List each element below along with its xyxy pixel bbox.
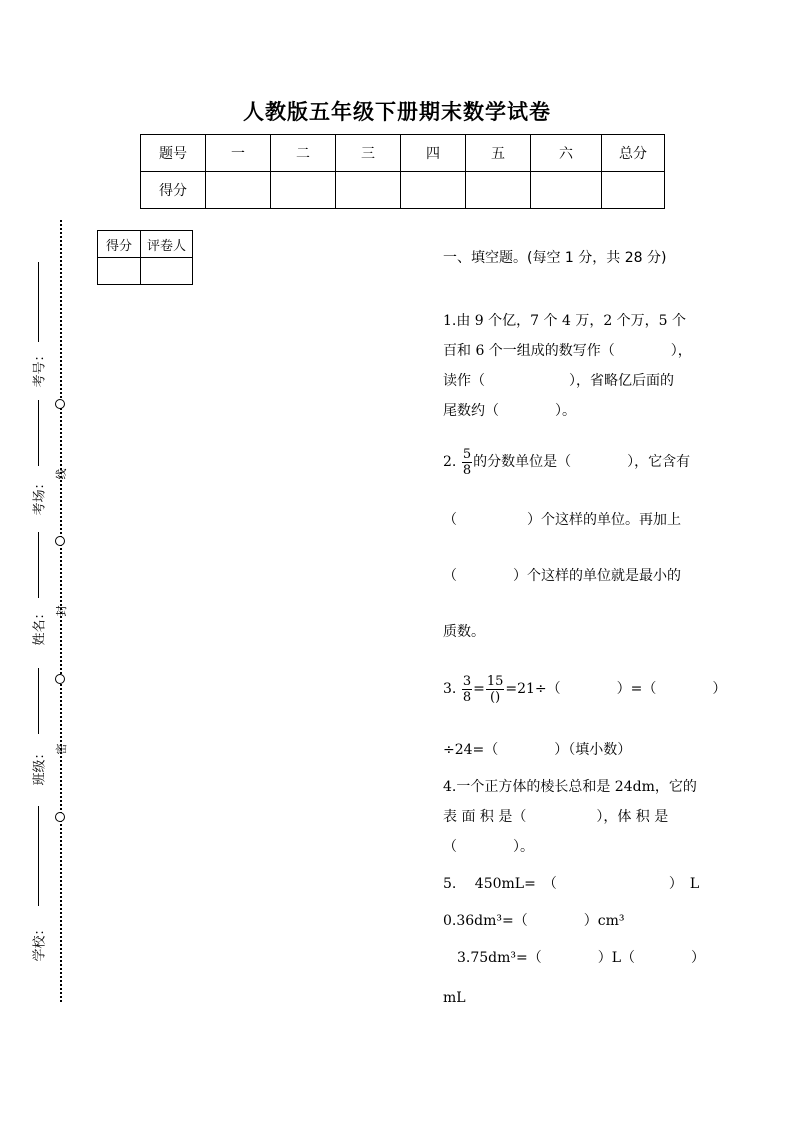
name-label: 姓名： [32,606,48,646]
grader-table [97,230,193,285]
binding-hole [55,536,65,546]
q2-number: 2. [443,454,457,470]
score-input-cell[interactable] [466,172,531,209]
school-field[interactable] [16,806,56,966]
page-title: 人教版五年级下册期末数学试卷 [243,100,551,124]
q3-equals: = [473,681,485,697]
q3-text: =21÷（ ）=（ ） [505,681,727,697]
q5-line: 5. 450mL= （ ） L [443,876,700,892]
exam-number-field[interactable] [16,262,56,400]
q1-line: 读作（ ），省略亿后面的 [443,373,674,389]
q1-line: 百和 6 个一组成的数写作（ ）， [443,343,692,359]
exam-room-label: 考场： [32,476,48,516]
score-input-cell[interactable] [531,172,602,209]
score-header-cell: 一 [206,135,271,172]
section-heading: 一、填空题。(每空 1 分，共 28 分) [443,250,667,266]
score-input-cell[interactable] [336,172,401,209]
q5-line: 0.36dm³=（ ）cm³ [443,913,625,929]
q1-line: 尾数约（ ）。 [443,403,576,419]
q3-fraction [486,674,505,705]
fraction-denominator: 8 [462,462,472,478]
q3-number: 3. [443,681,457,697]
score-table-score-row [141,172,665,209]
q2-line: （ ）个这样的单位。再加上 [443,512,681,528]
score-table [140,134,665,209]
q4-line: （ ）。 [443,839,534,855]
q4-line: 表 面 积 是（ ），体 积 是 [443,809,669,825]
binding-word-line: 线 [55,468,68,480]
score-header-cell: 二 [271,135,336,172]
fraction-denominator: 8 [462,689,472,705]
score-header-cell: 题号 [141,135,206,172]
fraction-numerator: 3 [462,673,472,689]
exam-room-field[interactable] [16,400,56,536]
score-header-cell: 四 [401,135,466,172]
grader-name-label: 评卷人 [141,231,193,258]
grader-score-label: 得分 [98,231,141,258]
q2-line [443,446,690,478]
fraction-numerator: 5 [462,446,472,462]
grader-score-cell[interactable] [98,258,141,285]
binding-word-secret: 密 [55,743,68,755]
q3-fraction [462,674,472,705]
q2-text: 的分数单位是（ ），它含有 [473,454,691,470]
q3-line [443,673,726,705]
binding-hole [55,399,65,409]
class-label: 班级： [32,746,48,786]
score-input-cell[interactable] [206,172,271,209]
score-header-cell: 总分 [602,135,665,172]
school-label: 学校： [32,922,48,962]
name-field[interactable] [16,532,56,668]
fraction-denominator: () [490,689,501,705]
q2-line: （ ）个这样的单位就是最小的 [443,568,681,584]
q5-line: mL [443,990,466,1006]
score-input-cell[interactable] [271,172,336,209]
q1-line: 1.由 9 个亿，7 个 4 万，2 个万，5 个 [443,313,687,329]
score-header-cell: 三 [336,135,401,172]
class-field[interactable] [16,668,56,804]
q3-line: ÷24=（ ）（填小数） [443,742,632,758]
score-input-cell[interactable] [401,172,466,209]
fraction-numerator: 15 [486,673,504,689]
binding-hole [55,674,65,684]
score-header-cell: 五 [466,135,531,172]
q4-line: 4.一个正方体的棱长总和是 24dm，它的 [443,779,697,795]
score-table-header-row [141,135,665,172]
score-header-cell: 六 [531,135,602,172]
q5-line: 3.75dm³=（ ）L（ ） [443,950,706,966]
exam-number-label: 考号： [32,348,48,388]
binding-word-seal: 封 [55,605,68,617]
q2-fraction [462,447,472,478]
score-input-cell[interactable] [602,172,665,209]
binding-hole [55,812,65,822]
score-row-label: 得分 [141,172,206,209]
q2-line: 质数。 [443,624,485,640]
grader-name-cell[interactable] [141,258,193,285]
